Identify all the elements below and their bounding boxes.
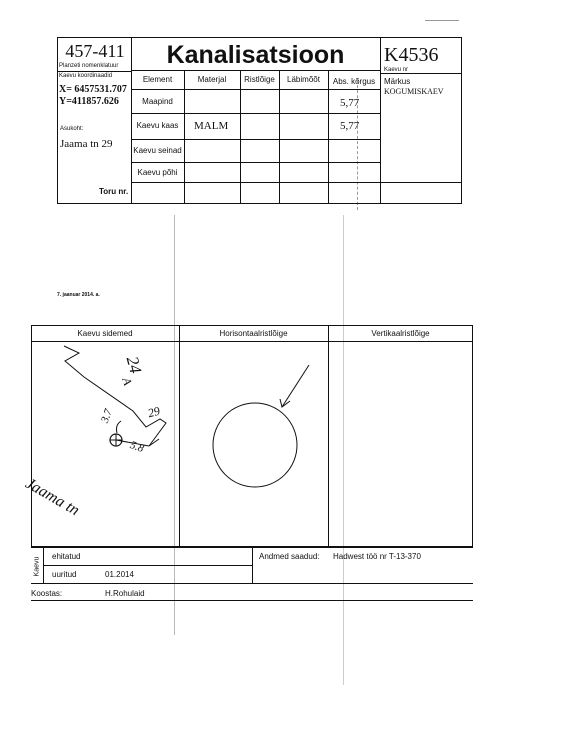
- col-header-diameter: Läbimõõt: [287, 75, 320, 84]
- hand-note-58: 5.8: [128, 439, 146, 455]
- table-row-element: Kaevu kaas: [136, 121, 179, 130]
- surveyed-date: 01.2014: [105, 570, 134, 579]
- location-value: Jaama tn 29: [60, 138, 113, 150]
- location-caption: Asukoht:: [60, 126, 84, 132]
- author-value: H.Rohulaid: [105, 589, 145, 598]
- surveyed-label: uuritud: [52, 570, 77, 579]
- col-header-cross: Ristlõige: [244, 75, 275, 84]
- footer-middle-divider: [252, 547, 253, 583]
- footer-row-line: [43, 565, 252, 566]
- table-row-line: [131, 182, 462, 183]
- table-row-line: [131, 113, 380, 114]
- date-stamp: 7. jaanuar 2014. a.: [57, 292, 100, 298]
- hand-note-37: 3.7: [98, 407, 115, 425]
- table-col-line: [184, 70, 185, 204]
- diagram-divider: [328, 325, 329, 547]
- sketch-outline: [64, 346, 166, 446]
- sheet-caption: Planzeti nomenklatuur: [59, 63, 119, 69]
- source-value: Hadwest töö nr T-13-370: [333, 552, 421, 561]
- title-divider: [380, 37, 381, 204]
- table-row-line: [131, 162, 380, 163]
- well-id: K4536: [384, 44, 439, 66]
- well-id-caption: Kaevu nr: [384, 67, 409, 73]
- panel-title-vertical: Vertikaalristlõige: [371, 329, 430, 338]
- table-header-line: [131, 89, 380, 90]
- author-label: Koostas:: [31, 589, 63, 598]
- table-row-element: Kaevu seinad: [133, 146, 182, 155]
- table-col-line: [240, 70, 241, 204]
- table-col-line: [279, 70, 280, 204]
- table-row-element: Maapind: [142, 97, 173, 106]
- scan-line: [425, 20, 459, 21]
- col-header-height: Abs. kõrgus: [332, 77, 376, 86]
- source-label: Andmed saadud:: [259, 552, 320, 561]
- panel-title-connections: Kaevu sidemed: [77, 329, 133, 338]
- well-circle: [213, 403, 297, 487]
- table-row-height: 5,77: [340, 120, 360, 132]
- col-header-material: Materjal: [197, 75, 227, 84]
- footer-bottom-line: [31, 583, 473, 584]
- panel-title-horizontal: Horisontaalristlõige: [219, 329, 288, 338]
- table-col-line: [328, 70, 329, 204]
- author-line: [31, 600, 473, 601]
- col-header-element: Element: [142, 75, 173, 84]
- hand-note-a: A: [119, 375, 135, 388]
- hand-note-29: 29: [146, 403, 162, 421]
- side-label: Kaevu: [33, 556, 41, 577]
- coord-caption: Kaevu koordinaadid: [59, 73, 113, 79]
- table-top-line: [131, 70, 380, 71]
- table-row-height: 5,77: [340, 97, 360, 109]
- built-label: ehitatud: [52, 552, 81, 561]
- table-row-material: MALM: [194, 120, 229, 132]
- page-title: Kanalisatsioon: [166, 41, 345, 69]
- table-row-element: Kaevu põhi: [137, 168, 178, 177]
- pipe-arrow-line: [282, 365, 309, 407]
- hand-note-street: Jaama tn: [22, 475, 83, 520]
- horizontal-section-drawing: [179, 341, 328, 547]
- pipe-label: Toru nr.: [99, 187, 129, 196]
- connection-hook: [117, 421, 122, 433]
- notes-caption: Märkus: [384, 77, 411, 86]
- hand-note-24: 24: [122, 354, 146, 376]
- well-id-divider: [380, 73, 462, 74]
- coord-x: X= 6457531.707: [59, 84, 127, 95]
- table-row-line: [131, 139, 380, 140]
- sheet-number: 457-411: [65, 41, 125, 61]
- coord-y: Y=411857.626: [59, 96, 119, 107]
- connections-sketch: [31, 341, 179, 547]
- notes-value: KOGUMISKAEV: [384, 87, 444, 96]
- sheet-divider: [57, 71, 131, 72]
